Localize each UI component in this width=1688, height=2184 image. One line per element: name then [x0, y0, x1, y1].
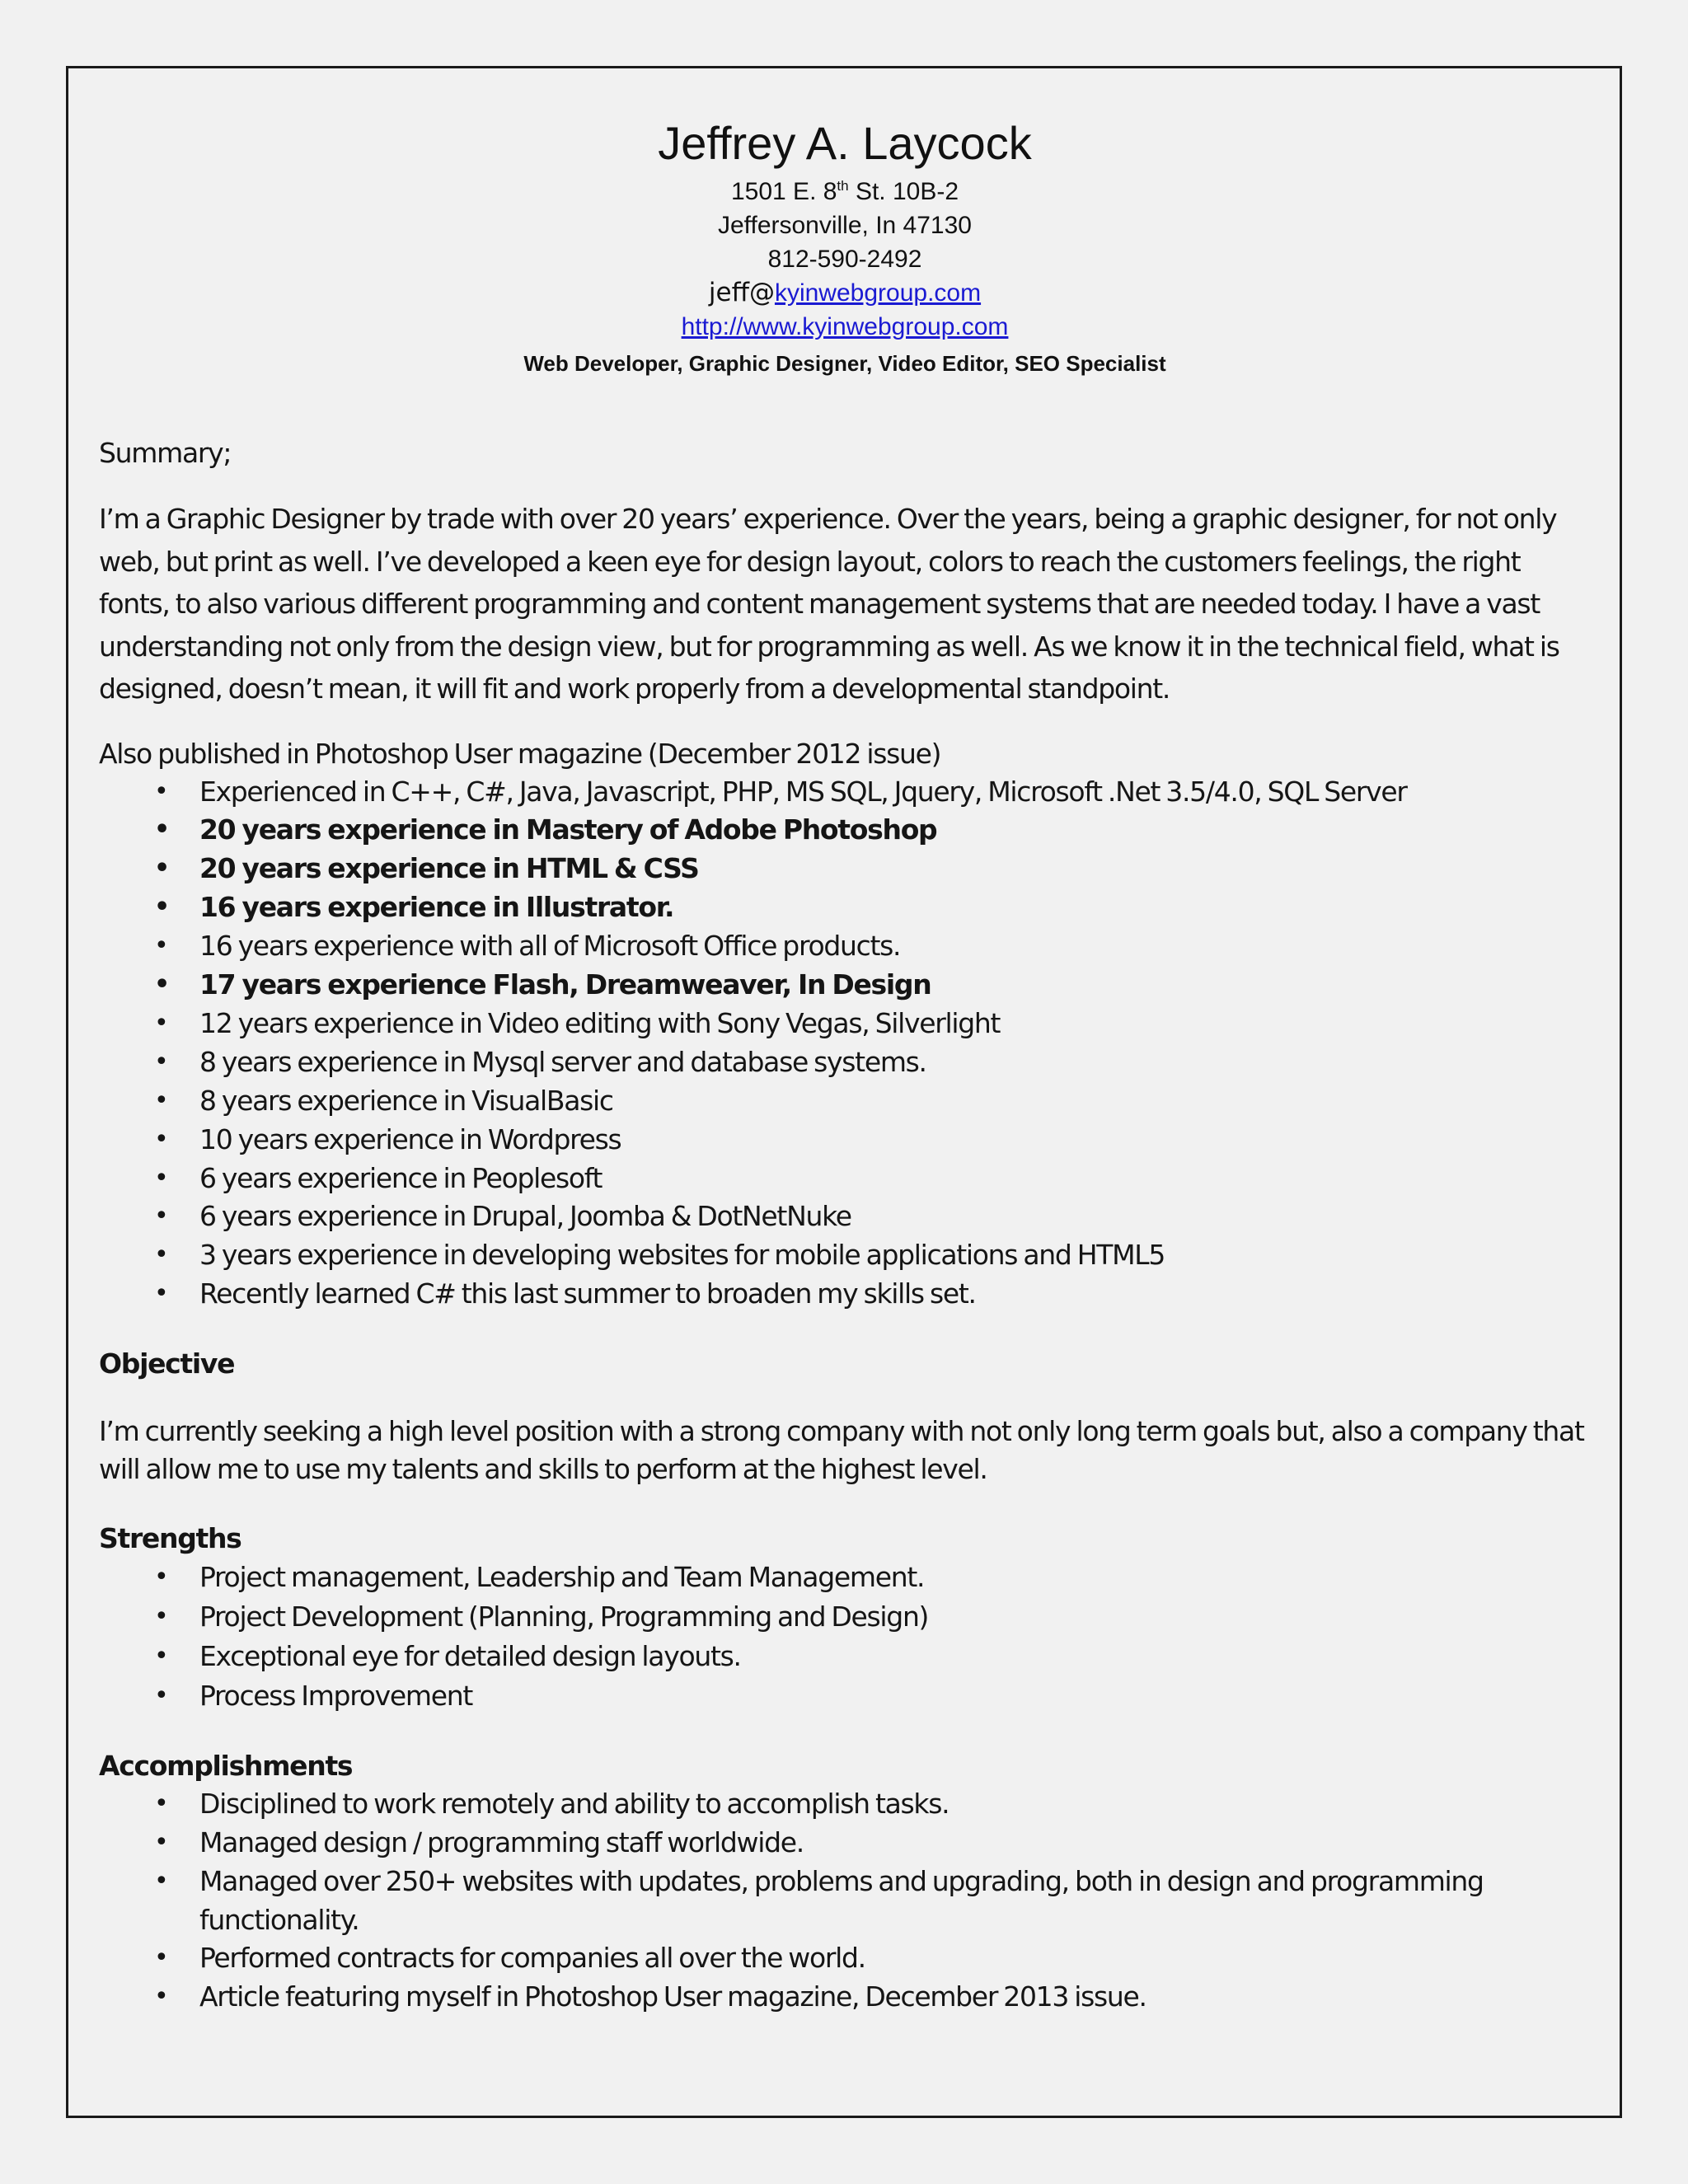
bullet-icon: • — [154, 970, 169, 1000]
accomplishment-item: • Managed design / programming staff worldwide. — [99, 1824, 1591, 1863]
resume-body — [99, 434, 1591, 2017]
strength-item: • Project Development (Planning, Programming and Design) — [99, 1597, 1591, 1637]
skill-item: • 17 years experience Flash, Dreamweaver, In Design — [99, 966, 1591, 1005]
city-state-zip: Jeffersonville, In 47130 — [718, 212, 972, 239]
bullet-icon: • — [154, 1163, 168, 1193]
address-main: 1501 E. 8 — [730, 178, 837, 205]
skill-item: • 10 years experience in Wordpress — [99, 1121, 1591, 1160]
strengths-heading: Strengths — [99, 1522, 241, 1555]
professional-titles: Web Developer, Graphic Designer, Video Editor, SEO Specialist — [523, 351, 1166, 376]
bullet-icon: • — [154, 1085, 168, 1115]
accomplishment-item: • Performed contracts for companies all over the world. — [99, 1939, 1591, 1978]
objective-paragraph: I’m currently seeking a high level position with a strong company with not only long term goals but, also a company that will allow me to use my talents and skills to perform at the highest level. — [99, 1415, 1584, 1486]
accomplishment-item: • Article featuring myself in Photoshop User magazine, December 2013 issue. — [99, 1978, 1591, 2017]
bullet-icon: • — [154, 1642, 168, 1671]
publication-note: Also published in Photoshop User magazine (December 2012 issue) — [99, 737, 941, 770]
bullet-icon: • — [154, 1681, 168, 1711]
website-link[interactable]: http://www.kyinwebgroup.com — [681, 313, 1009, 340]
bullet-icon: • — [154, 1202, 168, 1231]
skill-item: • 16 years experience with all of Microsoft Office products. — [99, 927, 1591, 966]
skill-item: • 6 years experience in Drupal, Joomba & DotNetNuke — [99, 1197, 1591, 1236]
bullet-icon: • — [154, 1240, 168, 1270]
summary-paragraph: I’m a Graphic Designer by trade with over 20 years’ experience. Over the years, being a graphic designer, for not only web, but print as well. I’ve developed a keen eye for design layout, colors to reach the customers feelings, the right fonts, to also various different programming and content management systems that are needed today. I have a vast understanding not only from the design view, but for programming as well. As we know it in the technical field, what is designed, doesn’t mean, it will fit and work properly from a developmental standpoint. — [99, 503, 1559, 705]
resume-header — [99, 112, 1591, 380]
accomplishments-heading: Accomplishments — [99, 1750, 353, 1783]
strength-item: • Project management, Leadership and Team Management. — [99, 1558, 1591, 1597]
skill-item: • Recently learned C# this last summer to broaden my skills set. — [99, 1275, 1591, 1314]
bullet-icon: • — [154, 1124, 168, 1154]
bullet-icon: • — [154, 1982, 168, 2012]
bullet-icon: • — [154, 854, 169, 883]
address-rest: St. 10B-2 — [848, 178, 959, 205]
bullet-icon: • — [154, 931, 168, 961]
skills-list — [99, 773, 1591, 1315]
bullet-icon: • — [154, 893, 169, 922]
skill-item: • 12 years experience in Video editing with Sony Vegas, Silverlight — [99, 1005, 1591, 1043]
accomplishment-item: • Managed over 250+ websites with updates, problems and upgrading, both in design and programming functionality. — [99, 1863, 1591, 1940]
candidate-name: Jeffrey A. Laycock — [658, 117, 1032, 169]
accomplishments-list — [99, 1785, 1591, 2017]
bullet-icon: • — [154, 1789, 168, 1819]
skill-item: • 16 years experience in Illustrator. — [99, 888, 1591, 927]
bullet-icon: • — [154, 776, 168, 806]
accomplishment-item: • Disciplined to work remotely and ability to accomplish tasks. — [99, 1785, 1591, 1824]
bullet-icon: • — [154, 1563, 168, 1592]
bullet-icon: • — [154, 1602, 168, 1632]
skill-item: • 3 years experience in developing websites for mobile applications and HTML5 — [99, 1236, 1591, 1275]
skill-item: • 8 years experience in VisualBasic — [99, 1082, 1591, 1121]
resume-content — [99, 112, 1591, 2017]
bullet-icon: • — [154, 1279, 168, 1309]
bullet-icon: • — [154, 1943, 168, 1973]
strengths-list — [99, 1558, 1591, 1716]
website-line — [99, 310, 1591, 344]
bullet-icon: • — [154, 1047, 168, 1076]
bullet-icon: • — [154, 815, 169, 845]
strength-item: • Process Improvement — [99, 1676, 1591, 1716]
email-domain-link[interactable]: kyinwebgroup.com — [774, 279, 982, 307]
email-prefix: jeff@ — [708, 278, 775, 307]
skill-item: • Experienced in C++, C#, Java, Javascript, PHP, MS SQL, Jquery, Microsoft .Net 3.5/4.0, SQL Server — [99, 773, 1591, 812]
bullet-icon: • — [154, 1827, 168, 1857]
bullet-icon: • — [154, 1008, 168, 1038]
address-line — [99, 175, 1591, 209]
strength-item: • Exceptional eye for detailed design layouts. — [99, 1637, 1591, 1676]
skill-item: • 6 years experience in Peoplesoft — [99, 1160, 1591, 1198]
summary-label: Summary; — [99, 437, 232, 469]
bullet-icon: • — [154, 1866, 168, 1896]
skill-item: • 20 years experience in HTML & CSS — [99, 850, 1591, 888]
skill-item: • 8 years experience in Mysql server and database systems. — [99, 1043, 1591, 1082]
objective-heading: Objective — [99, 1347, 235, 1380]
address-ordinal-suffix: th — [837, 178, 849, 194]
email-line — [99, 276, 1591, 310]
phone-number: 812-590-2492 — [767, 246, 922, 273]
skill-item: • 20 years experience in Mastery of Adobe Photoshop — [99, 811, 1591, 850]
